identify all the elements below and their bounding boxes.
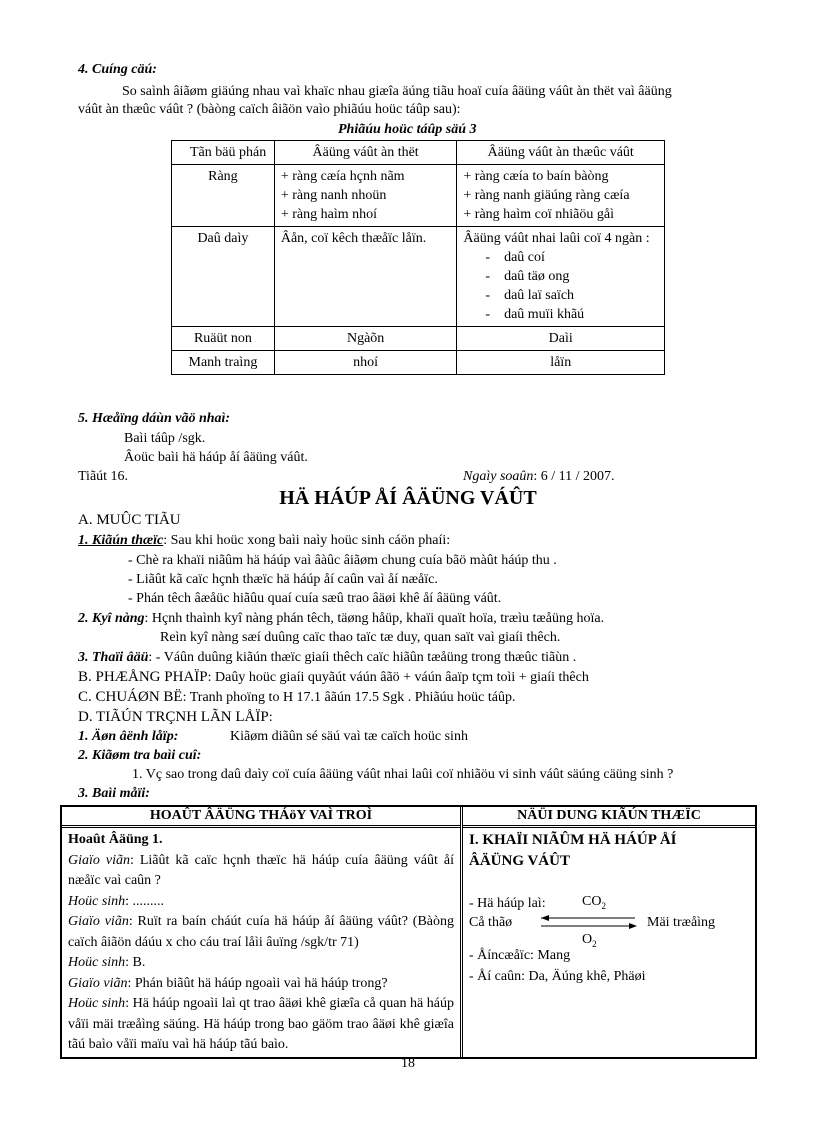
cell-line: + ràng haìm nhoí xyxy=(280,207,377,222)
activity-line xyxy=(68,851,454,892)
speaker-role: Giaïo viãn xyxy=(68,852,130,868)
new-lesson-heading: 3. Baìi måïi: xyxy=(78,786,150,801)
knowledge-column xyxy=(463,807,755,1057)
cell-line: Âäüng váût nhai laûi coï 4 ngàn : xyxy=(463,231,650,246)
herbivore-cell: Daìi xyxy=(457,327,665,351)
comparison-table xyxy=(171,140,665,375)
environment-label: Mäi træåìng xyxy=(647,915,716,930)
activity-line xyxy=(68,912,454,953)
organ-cell: Manh traìng xyxy=(172,351,275,375)
section5-heading: 5. Hæåïng dáùn vãö nhaì: xyxy=(78,411,231,426)
activity-content xyxy=(62,828,460,1059)
activity-line xyxy=(68,974,454,995)
table-row xyxy=(172,227,665,327)
exchange-arrows-icon xyxy=(539,912,639,932)
header-organ: Tãn bäü phán xyxy=(172,141,275,165)
definition-label: - Hä háúp laì: xyxy=(469,896,546,911)
concept-title: I. KHAÏI NIÃÛM HÄ HÁÚP ÅÍ ÂÄÜNG VÁÛT xyxy=(469,832,677,869)
speaker-role: Giaïo viãn xyxy=(68,914,129,929)
method-line: B. PHÆÅNG PHAÏP: Daûy hoüc giaíi quyãút váún âãö + váún âaïp tçm toìi + giaíi thêch xyxy=(78,669,589,685)
list-item: - daû coí xyxy=(485,250,545,265)
section5-line2: Âoüc baìi hä háúp åí âäüng váût. xyxy=(124,450,308,465)
skills-line: 2. Kyî nàng: Hçnh thaình kyî nàng phán têch, täøng håüp, khaïi quaït hoïa, træìu tæåüng hoïa. xyxy=(78,611,605,626)
cell-line: + ràng haìm coï nhiãöu gåì xyxy=(463,207,614,222)
carnivore-cell: Âån, coï kêch thæåïc låïn. xyxy=(274,227,457,327)
knowledge-content xyxy=(463,828,755,989)
herbivore-cell xyxy=(457,165,665,227)
speaker-text: : B. xyxy=(125,955,146,970)
speaker-text: : Ruït ra baín cháút cuía hä háúp åí âäüng váût? (Bàòng caïch âiãön dáúu x cho cáu traí låìi âuïng /sgk/tr 71) xyxy=(68,914,454,950)
header-activities: HOAÛT ÂÄÜNG THÁöY VAÌ TROÌ xyxy=(62,807,460,828)
list-item: - daû täø ong xyxy=(485,269,570,284)
organ-cell: Ruäüt non xyxy=(172,327,275,351)
section-a-heading: A. MUÛC TIÃU xyxy=(78,512,181,528)
cell-line: + ràng cæía to baín bàòng xyxy=(463,169,609,184)
list-item: - daû laï saïch xyxy=(485,288,575,303)
preparation-line: C. CHUÁØN BË: Tranh phoïng to H 17.1 âãún 17.5 Sgk . Phiãúu hoüc táûp. xyxy=(78,689,516,705)
o2-label: $O_2$ xyxy=(582,932,597,949)
table-row xyxy=(172,165,665,227)
header-content: NÄÜI DUNG KIÃÚN THÆÏC xyxy=(463,807,755,828)
speaker-text: : Hä háúp ngoaìi laì qt trao âäøi khê giæîa cå quan hä háúp våïi mäi træåìng säúng. Hä háúp trong bao gäöm trao âäøi khê giæîa tãú baìo våïi maïu vaì hä háúp tãú baìo. xyxy=(68,996,454,1052)
land-respiration: - Åí caûn: Da, Äúng khê, Phäøi xyxy=(469,968,646,984)
lesson-date: Ngaìy soaûn: 6 / 11 / 2007. xyxy=(463,469,615,484)
procedure-heading: D. TIÃÚN TRÇNH LÃN LÅÏP: xyxy=(78,709,273,725)
knowledge-item: - Phán têch âæåüc hiãûu quaí cuía sæû trao âäøi khê åí âäüng váût. xyxy=(128,591,502,606)
speaker-role: Hoüc sinh xyxy=(68,955,126,970)
old-lesson-check-heading: 2. Kiãøm tra baìi cuî: xyxy=(78,748,202,763)
section4-heading: 4. Cuíng cäú: xyxy=(78,62,157,77)
speaker-text: : Liãût kã caïc hçnh thæïc hä háúp cuía âäüng váût åí næåïc vaì caûn ? xyxy=(68,852,454,888)
activity-line xyxy=(68,892,454,913)
table-title: Phiãúu hoüc táûp säú 3 xyxy=(338,122,477,137)
teacher-student-column xyxy=(62,807,463,1057)
section4-paragraph-line1: So saình âiãøm giäúng nhau vaì khaïc nhau giæîa äúng tiãu hoaï cuía âäüng váût àn thët vaì âäüng xyxy=(122,84,672,99)
activity-line xyxy=(68,994,454,1056)
attitude-line: 3. Thaïi âäü: - Váûn duûng kiãún thæïc giaíi thêch caïc hiãûn tæåüng trong thæûc tiãùn . xyxy=(78,650,577,665)
lesson-title: HÄ HÁÚP ÅÍ ÂÄÜNG VÁÛT xyxy=(279,487,537,509)
water-respiration: - Åíncæåïc: Mang xyxy=(469,948,571,963)
section5-line1: Baìi táûp /sgk. xyxy=(124,431,206,446)
speaker-role: Hoüc sinh xyxy=(68,893,126,909)
speaker-role: Giaïo viãn xyxy=(68,975,128,991)
cell-line: + ràng nanh nhoün xyxy=(280,188,387,203)
organ-cell: Ràng xyxy=(172,165,275,227)
activity-title: Hoaût Âäüng 1. xyxy=(68,832,163,847)
page-number: 18 xyxy=(401,1056,415,1071)
carnivore-cell: Ngàõn xyxy=(274,327,457,351)
knowledge-item: - Liãût kã caïc hçnh thæïc hä háúp åí caûn vaì åí næåïc. xyxy=(128,572,438,587)
carnivore-cell xyxy=(274,165,457,227)
class-order-line: 1. Äøn âënh låïp: Kiãøm diãûn sé säú vaì tæ caïch hoüc sinh xyxy=(78,729,468,744)
cell-line: + ràng cæía hçnh nãm xyxy=(280,169,405,184)
table-row xyxy=(172,351,665,375)
respiration-diagram xyxy=(469,894,749,949)
lesson-number: Tiãút 16. xyxy=(78,469,129,484)
speaker-text: : Phán biãût hä háúp ngoaìi vaì hä háúp trong? xyxy=(127,975,388,991)
knowledge-line: 1. Kiãún thæïc: Sau khi hoüc xong baìi naìy hoüc sinh cáön phaíi: xyxy=(78,533,451,548)
list-item: - daû muïi khãú xyxy=(485,307,585,322)
table-header-row xyxy=(172,141,665,165)
herbivore-cell: låïn xyxy=(457,351,665,375)
header-carnivore: Âäüng váût àn thët xyxy=(274,141,457,165)
activity-table xyxy=(60,805,757,1059)
herbivore-cell xyxy=(457,227,665,327)
carnivore-cell: nhoí xyxy=(274,351,457,375)
header-herbivore: Âäüng váût àn thæûc váût xyxy=(457,141,665,165)
speaker-text: : ......... xyxy=(125,893,165,909)
skills-line2: Reìn kyî nàng sæí duûng caïc thao taïc tæ duy, quan saït vaì giaíi thêch. xyxy=(160,630,561,645)
speaker-role: Hoüc sinh xyxy=(68,996,126,1011)
table-row xyxy=(172,327,665,351)
section4-paragraph-line2: váût àn thæûc váût ? (bàòng caïch âiãön vaìo phiãúu hoüc táûp sau): xyxy=(78,102,461,117)
organ-cell: Daû daìy xyxy=(172,227,275,327)
activity-line xyxy=(68,953,454,974)
body-label: Cå thãø xyxy=(469,915,513,930)
old-lesson-question: 1. Vç sao trong daû daìy coï cuía âäüng váût nhai laûi coï nhiãöu vi sinh váût säúng cäüng sinh ? xyxy=(132,767,674,782)
cell-line: + ràng nanh giäúng ràng cæía xyxy=(463,188,630,203)
co2-label: $CO_2$ xyxy=(582,894,606,911)
knowledge-item: - Chè ra khaïi niãûm hä háúp vaì âàûc âiãøm chung cuía bãö màût háúp thu . xyxy=(128,553,557,568)
